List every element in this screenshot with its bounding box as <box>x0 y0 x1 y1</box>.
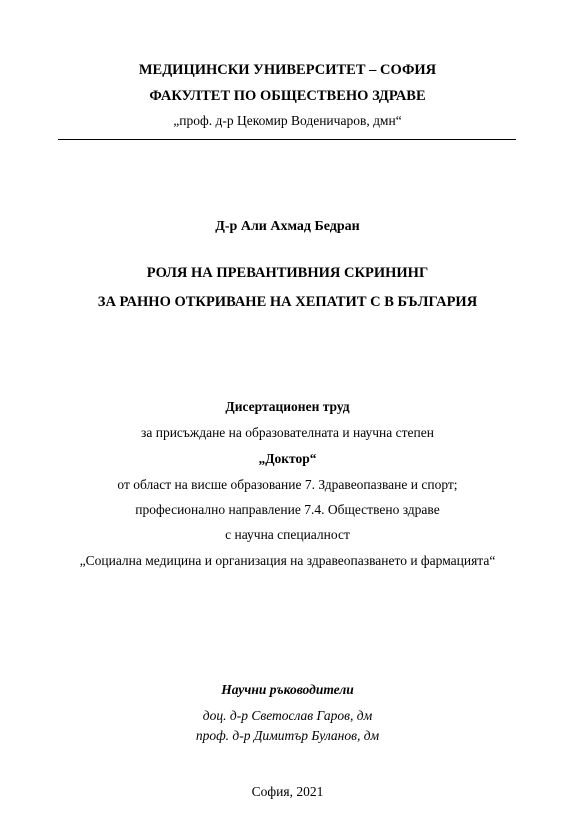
faculty-named-after: „проф. д-р Цекомир Воденичаров, дмн“ <box>173 113 402 128</box>
university-name: МЕДИЦИНСКИ УНИВЕРСИТЕТ – СОФИЯ <box>138 62 437 78</box>
specialty-intro: с научна специалност <box>225 527 350 542</box>
degree-name: „Доктор“ <box>258 451 317 466</box>
faculty-name: ФАКУЛТЕТ ПО ОБЩЕСТВЕНО ЗДРАВЕ <box>149 88 426 104</box>
supervisor-1: доц. д-р Светослав Гаров, дм <box>202 708 373 723</box>
place-and-year: София, 2021 <box>251 784 324 799</box>
higher-education-field: от област на висше образование 7. Здравеопазване и спорт; <box>117 477 458 492</box>
dissertation-purpose: за присъждане на образователната и научна степен <box>141 425 434 440</box>
professional-direction: професионално направление 7.4. Обществено здраве <box>135 502 440 517</box>
scientific-specialty: „Социална медицина и организация на здравеопазването и фармацията“ <box>79 553 496 568</box>
header-divider <box>58 139 516 140</box>
thesis-title-line-2: ЗА РАННО ОТКРИВАНЕ НА ХЕПАТИТ С В БЪЛГАРИЯ <box>97 294 478 310</box>
supervisors-label: Научни ръководители <box>221 682 354 697</box>
author-name: Д-р Али Ахмад Бедран <box>215 219 360 234</box>
thesis-title-line-1: РОЛЯ НА ПРЕВАНТИВНИЯ СКРИНИНГ <box>146 265 429 281</box>
dissertation-label: Дисертационен труд <box>225 399 350 414</box>
supervisor-2: проф. д-р Димитър Буланов, дм <box>195 728 380 743</box>
